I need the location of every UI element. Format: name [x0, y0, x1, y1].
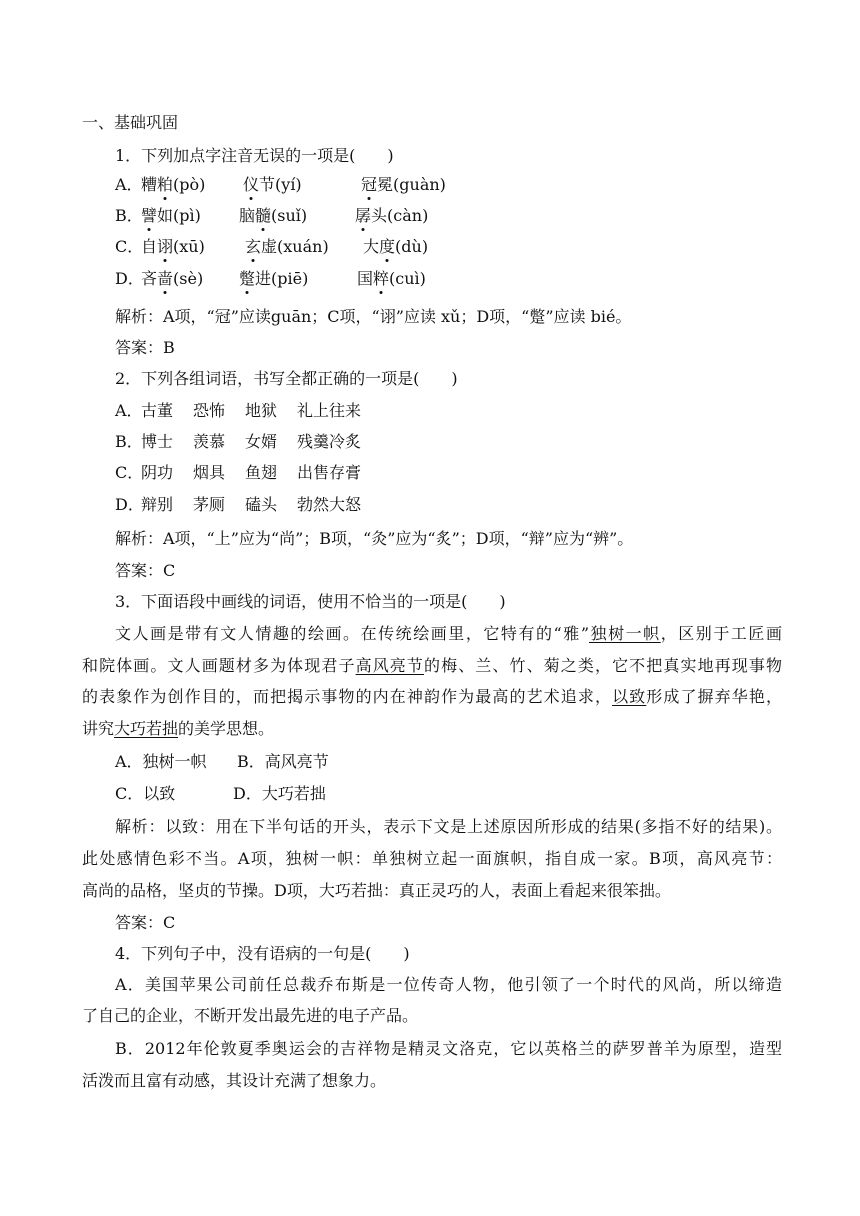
section-title: 一、基础巩固	[82, 113, 179, 132]
q2-option-a: A． 古董 恐怖 地狱 礼上往来	[115, 401, 362, 420]
q1-option-c: C． 自诩(xū) 玄虚(xuán) 大度(dù)	[115, 237, 429, 256]
q1-d-item-2: 蹩进(piē)	[239, 269, 309, 288]
q1-c-item-2: 玄虚(xuán)	[245, 237, 329, 256]
q3-passage-line-2: 和院体画。文人画题材多为体现君子高风亮节的梅、兰、竹、菊之类，它不把真实地再现事物	[82, 656, 782, 675]
q4-option-b-line-1: B．2012年伦敦夏季奥运会的吉祥物是精灵文洛克，它以英格兰的萨罗普羊为原型，造型	[115, 1039, 782, 1058]
q1-a-item-1: 糟粕(pò)	[141, 175, 206, 194]
underlined-term: 独树一帜	[589, 624, 661, 643]
q3-option-b: B．高风亮节	[237, 752, 329, 771]
q1-d-item-3: 国粹(cuì)	[357, 269, 426, 288]
q1-c-item-1: 自诩(xū)	[141, 237, 205, 256]
q1-c-item-3: 大度(dù)	[363, 237, 429, 256]
q1-option-b: B． 譬如(pì) 脑髓(suǐ) 孱头(càn)	[115, 206, 429, 225]
q3-answer: 答案：C	[115, 913, 176, 932]
q1-answer: 答案：B	[115, 338, 175, 357]
underlined-term: 高风亮节	[355, 656, 424, 675]
q3-passage-line-4: 讲究大巧若拙的美学思想。	[82, 719, 275, 738]
q4-option-a-line-2: 了自己的企业，不断开发出最先进的电子产品。	[82, 1006, 419, 1025]
q1-b-item-1: 譬如(pì)	[141, 206, 201, 225]
q2-analysis: 解析：A项，“上”应为“尚”；B项，“灸”应为“炙”；D项，“辩”应为“辨”。	[115, 529, 634, 548]
q2-answer: 答案：C	[115, 561, 176, 580]
q2-stem: 2．下列各组词语，书写全都正确的一项是( )	[115, 369, 458, 388]
q1-a-item-2: 仪节(yí)	[243, 175, 302, 194]
q1-option-d: D． 吝啬(sè) 蹩进(piē) 国粹(cuì)	[115, 269, 426, 288]
q1-d-item-1: 吝啬(sè)	[141, 269, 204, 288]
q2-option-c: C． 阴功 烟具 鱼翅 出售存膏	[115, 463, 362, 482]
q3-analysis-line-2: 此处感情色彩不当。A项，独树一帜：单独树立起一面旗帜，指自成一家。B项，高风亮节：	[82, 849, 782, 868]
q1-stem: 1．下列加点字注音无误的一项是( )	[115, 146, 394, 165]
underlined-term: 大巧若拙	[114, 719, 179, 738]
underlined-term: 以致	[612, 687, 647, 706]
q1-analysis: 解析：A项，“冠”应读guān；C项，“诩”应读 xǔ；D项，“蹩”应读 bié。	[115, 307, 632, 326]
q3-option-a: A．独树一帜	[115, 752, 207, 771]
q3-analysis-line-1: 解析：以致：用在下半句话的开头，表示下文是上述原因所形成的结果(多指不好的结果)。	[115, 817, 782, 836]
q3-passage-line-1: 文人画是带有文人情趣的绘画。在传统绘画里，它特有的“雅”独树一帜，区别于工匠画	[115, 624, 782, 643]
q4-option-b-line-2: 活泼而且富有动感，其设计充满了想象力。	[82, 1071, 387, 1090]
q1-a-item-3: 冠冕(guàn)	[361, 175, 446, 194]
q2-option-b: B． 博士 羡慕 女婿 残羹冷炙	[115, 432, 362, 451]
q3-option-c: C．以致	[115, 784, 176, 803]
q3-option-d: D．大巧若拙	[233, 784, 326, 803]
q4-option-a-line-1: A．美国苹果公司前任总裁乔布斯是一位传奇人物，他引领了一个时代的风尚，所以缔造	[115, 975, 782, 994]
q3-passage-line-3: 的表象作为创作目的，而把揭示事物的内在神韵作为最高的艺术追求，以致形成了摒弃华艳，	[82, 687, 782, 706]
q1-b-item-3: 孱头(càn)	[355, 206, 429, 225]
q3-stem: 3．下面语段中画线的词语，使用不恰当的一项是( )	[115, 592, 506, 611]
q2-option-d: D． 辩别 茅厕 磕头 勃然大怒	[115, 495, 362, 514]
q1-b-item-2: 脑髓(suǐ)	[239, 206, 308, 225]
q3-analysis-line-3: 高尚的品格，坚贞的节操。D项，大巧若拙：真正灵巧的人，表面上看起来很笨拙。	[82, 881, 671, 900]
q1-option-a: A． 糟粕(pò) 仪节(yí) 冠冕(guàn)	[115, 175, 446, 194]
q4-stem: 4．下列句子中，没有语病的一句是( )	[115, 944, 410, 963]
